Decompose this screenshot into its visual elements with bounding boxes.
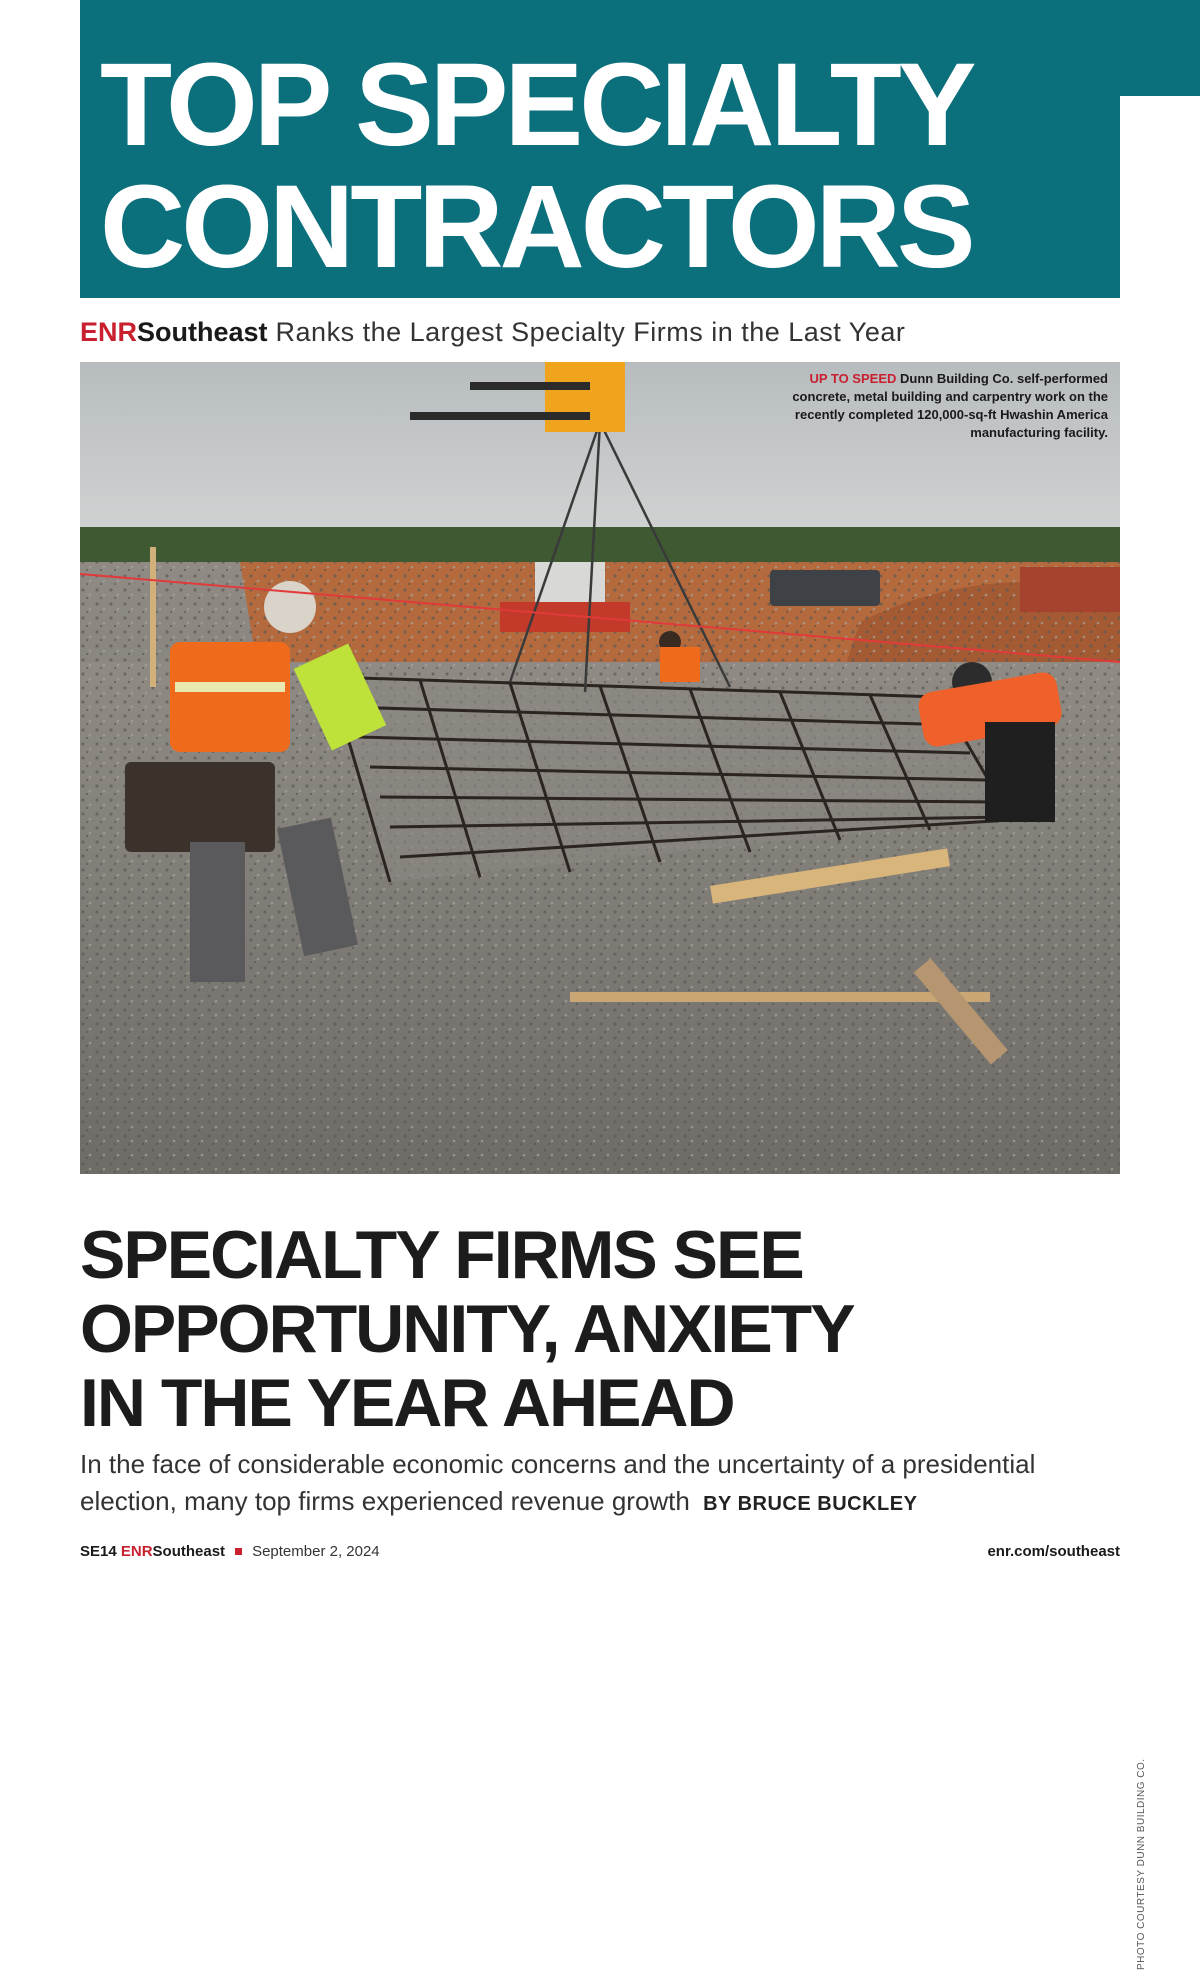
construction-site-photo bbox=[80, 362, 1120, 1174]
rake-handle bbox=[570, 992, 990, 1002]
headline-line2: OPPORTUNITY, ANXIETY bbox=[80, 1291, 854, 1367]
lead-photo bbox=[80, 362, 1120, 1174]
footer-left bbox=[80, 1540, 380, 1564]
banner-tab bbox=[1120, 0, 1200, 96]
footer-brand-region: Southeast bbox=[152, 1543, 226, 1560]
trailer bbox=[1020, 567, 1120, 612]
headline-line3: IN THE YEAR AHEAD bbox=[80, 1365, 734, 1441]
byline: BY BRUCE BUCKLEY bbox=[703, 1493, 918, 1515]
section-title bbox=[100, 39, 1100, 293]
subhead-text: Ranks the Largest Specialty Firms in the Last Year bbox=[275, 317, 906, 347]
section-title-line2: CONTRACTORS bbox=[100, 161, 972, 293]
issue-date: September 2, 2024 bbox=[252, 1543, 380, 1560]
page-folio: SE14 bbox=[80, 1543, 117, 1560]
dek-text: In the face of considerable economic concerns and the uncertainty of a presidential election, many top firms experienced revenue growth bbox=[80, 1449, 1036, 1516]
photo-caption bbox=[768, 370, 1108, 442]
section-subhead bbox=[80, 314, 905, 354]
footer-url[interactable]: enr.com/southeast bbox=[987, 1543, 1120, 1560]
caption-text: Dunn Building Co. self-performed concrete, metal building and carpentry work on the recently completed 120,000-sq-ft Hwashin America manufacturing facility. bbox=[792, 371, 1108, 440]
brand-enr: ENR bbox=[80, 317, 138, 347]
footer-brand-enr: ENR bbox=[120, 1543, 153, 1560]
pickup-truck bbox=[770, 570, 880, 606]
article-dek bbox=[80, 1446, 1120, 1523]
page-footer bbox=[80, 1540, 1120, 1564]
brand-region: Southeast bbox=[137, 317, 268, 347]
caption-kicker: UP TO SPEED bbox=[809, 371, 897, 386]
banner-notch bbox=[1120, 96, 1200, 298]
tree-line bbox=[80, 527, 1120, 567]
separator-square-icon bbox=[235, 1548, 242, 1555]
photo-credit: PHOTO COURTESY DUNN BUILDING CO. bbox=[1136, 1758, 1147, 1970]
article-headline bbox=[80, 1218, 1120, 1440]
stake bbox=[150, 547, 156, 687]
section-title-line1: TOP SPECIALTY bbox=[100, 39, 973, 171]
headline-line1: SPECIALTY FIRMS SEE bbox=[80, 1217, 803, 1293]
